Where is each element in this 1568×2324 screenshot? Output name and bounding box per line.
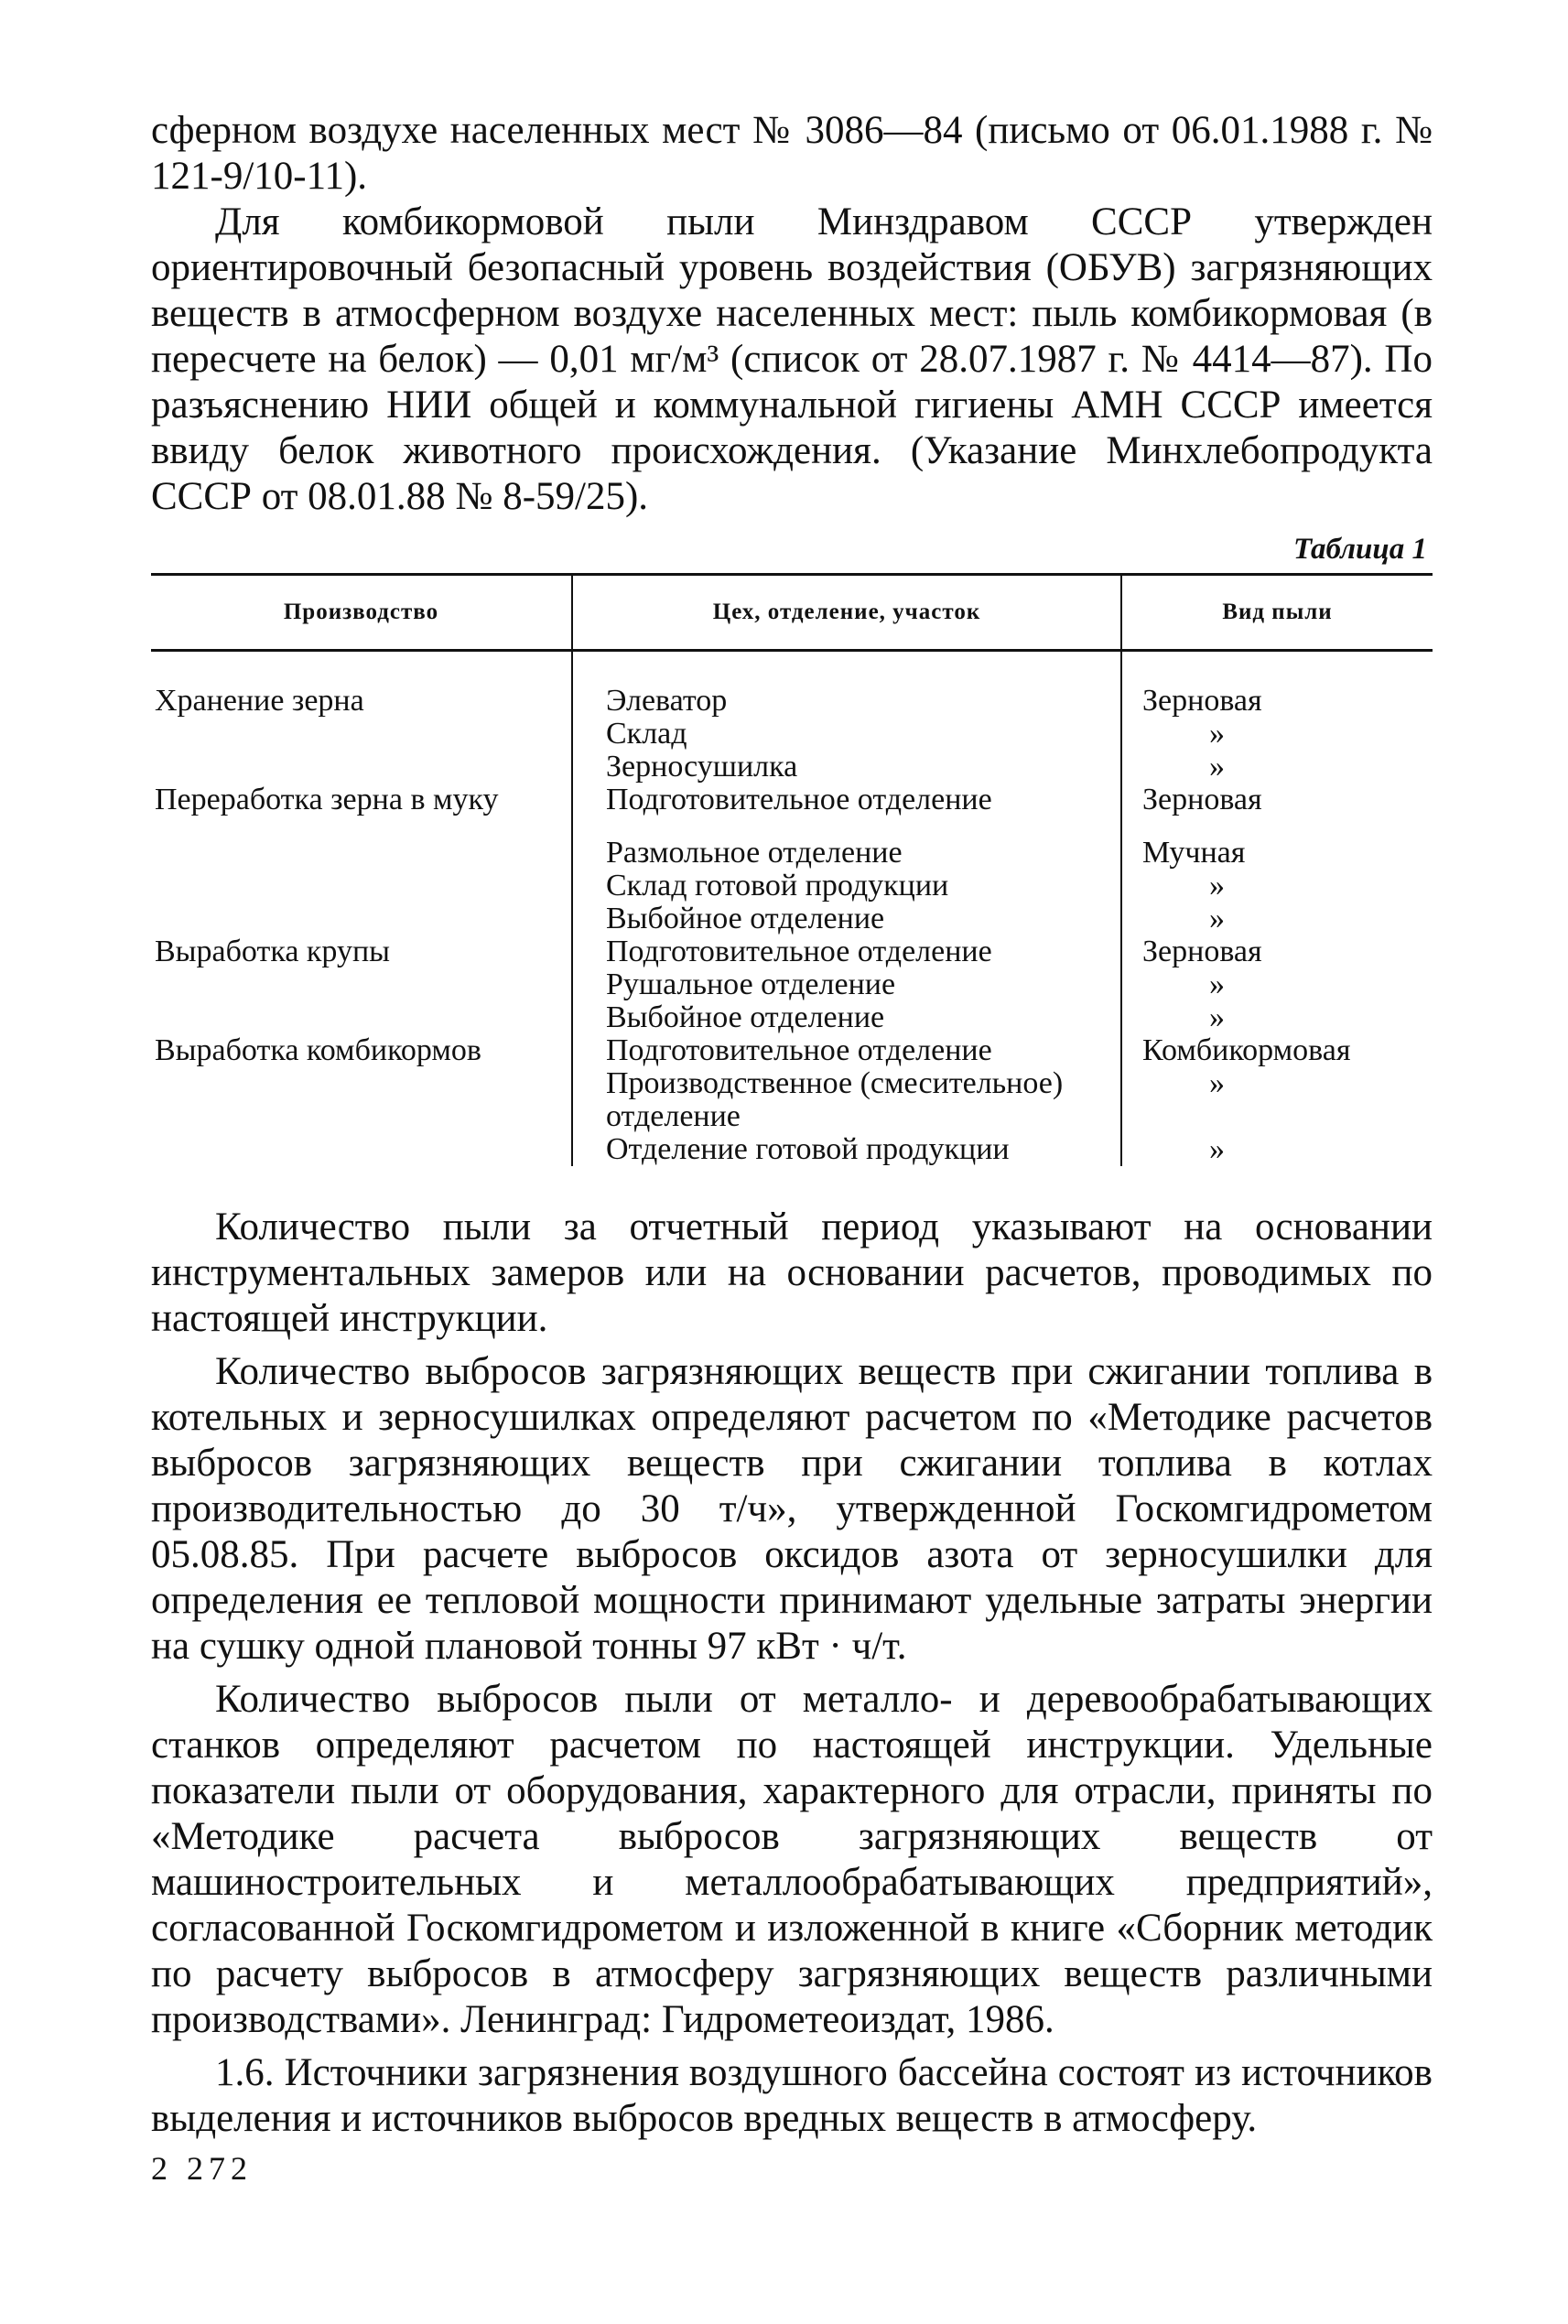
production-cell bbox=[151, 718, 572, 751]
dust-type-cell: » bbox=[1209, 902, 1225, 935]
header-production: Производство bbox=[151, 575, 572, 651]
workshop-cell: Размольное отделение bbox=[572, 816, 1121, 870]
table-row bbox=[151, 816, 1433, 870]
header-dust-type: Вид пыли bbox=[1121, 575, 1433, 651]
paragraph-continued: сферном воздухе населенных мест № 3086—84 (письмо от 06.01.1988 г. № 121-9/10-11). bbox=[151, 109, 1433, 198]
workshop-cell: Подготовительное отделение bbox=[572, 1034, 1121, 1067]
table-row bbox=[151, 1133, 1433, 1166]
document-page bbox=[151, 108, 1433, 2188]
table-row bbox=[151, 784, 1433, 816]
dust-type-cell: » bbox=[1209, 750, 1225, 784]
production-cell bbox=[151, 870, 572, 903]
table-row bbox=[151, 651, 1433, 719]
table-row bbox=[151, 1067, 1433, 1133]
table-row bbox=[151, 751, 1433, 784]
production-cell bbox=[151, 751, 572, 784]
dust-types-table bbox=[151, 573, 1433, 1166]
paragraph-section-1-6: 1.6. Источники загрязнения воздушного бассейна состоят из источников выделения и источников выбросов вредных веществ в атмосферу. bbox=[151, 2051, 1433, 2140]
paragraph-fuel-emissions: Количество выбросов загрязняющих веществ при сжигании топлива в котельных и зерносушилках определяют расчетом по «Методике расчетов выбросов загрязняющих веществ при сжигании топлива в котлах производительностью до 30 т/ч», утвержденной Госкомгидрометом 05.08.85. При расчете выбросов оксидов азота от зерносушилки для определения ее тепловой мощности принимают удельные затраты энергии на сушку одной плановой тонны 97 кВт · ч/т. bbox=[151, 1350, 1433, 1668]
workshop-cell: Отделение готовой продукции bbox=[572, 1133, 1121, 1166]
production-cell bbox=[151, 1067, 572, 1133]
table-caption: Таблица 1 bbox=[1292, 533, 1427, 566]
paragraph-machine-dust: Количество выбросов пыли от металло- и деревообрабатывающих станков определяют расчетом по настоящей инструкции. Удельные показатели пыли от оборудования, характерного для отрасли, приняты по «Методике расчета выбросов загрязняющих веществ от машиностроительных и металлообрабатывающих предприятий», согласованной Госкомгидрометом и изложенной в книге «Сборник методик по расчету выбросов в атмосферу загрязняющих веществ различными производствами». Ленинград: Гидрометеоиздат, 1986. bbox=[151, 1678, 1433, 2041]
workshop-cell: Зерносушилка bbox=[572, 751, 1121, 784]
production-cell bbox=[151, 1133, 572, 1166]
paragraph-obuv: Для комбикормовой пыли Минздравом СССР утвержден ориентировочный безопасный уровень воздействия (ОБУВ) загрязняющих веществ в атмосферном воздухе населенных мест: пыль комбикормовая (в пересчете на белок) — 0,01 мг/м³ (список от 28.07.1987 г. № 4414—87). По разъяснению НИИ общей и коммунальной гигиены АМН СССР имеется ввиду белок животного происхождения. (Указание Минхлебопродукта СССР от 08.01.88 № 8-59/25). bbox=[151, 200, 1433, 518]
workshop-cell: Выбойное отделение bbox=[572, 903, 1121, 935]
dust-type-cell: » bbox=[1209, 1132, 1225, 1166]
dust-type-cell: » bbox=[1209, 967, 1225, 1001]
table-row bbox=[151, 968, 1433, 1001]
production-cell: Переработка зерна в муку bbox=[155, 783, 499, 816]
workshop-cell: Производственное (смесительное) отделение bbox=[572, 1067, 1121, 1133]
dust-type-cell: » bbox=[1209, 869, 1225, 903]
dust-type-cell: Комбикормовая bbox=[1142, 1033, 1351, 1067]
workshop-cell: Выбойное отделение bbox=[572, 1001, 1121, 1034]
dust-type-cell: Зерновая bbox=[1142, 684, 1262, 718]
paragraph-dust-quantity: Количество пыли за отчетный период указывают на основании инструментальных замеров или на основании расчетов, проводимых по настоящей инструкции. bbox=[151, 1205, 1433, 1340]
production-cell: Выработка комбикормов bbox=[155, 1033, 481, 1067]
production-cell bbox=[151, 968, 572, 1001]
dust-type-cell: » bbox=[1209, 717, 1225, 751]
page-footer: 2 272 bbox=[151, 2150, 253, 2187]
dust-type-cell: » bbox=[1209, 1066, 1225, 1100]
table-header-row bbox=[151, 575, 1433, 651]
table-row bbox=[151, 1001, 1433, 1034]
table-row bbox=[151, 903, 1433, 935]
table-row bbox=[151, 1034, 1433, 1067]
workshop-cell: Склад готовой продукции bbox=[572, 870, 1121, 903]
workshop-cell: Подготовительное отделение bbox=[572, 784, 1121, 816]
production-cell bbox=[151, 816, 572, 870]
table-row bbox=[151, 935, 1433, 968]
workshop-cell: Рушальное отделение bbox=[572, 968, 1121, 1001]
workshop-cell: Склад bbox=[572, 718, 1121, 751]
production-cell bbox=[151, 1001, 572, 1034]
dust-type-cell: Мучная bbox=[1142, 836, 1246, 870]
dust-type-cell: Зерновая bbox=[1142, 935, 1262, 968]
workshop-cell: Подготовительное отделение bbox=[572, 935, 1121, 968]
workshop-cell: Элеватор bbox=[572, 651, 1121, 719]
production-cell: Хранение зерна bbox=[155, 684, 364, 718]
production-cell: Выработка крупы bbox=[155, 935, 391, 968]
table-row bbox=[151, 718, 1433, 751]
dust-type-cell: » bbox=[1209, 1000, 1225, 1034]
production-cell bbox=[151, 903, 572, 935]
header-workshop: Цех, отделение, участок bbox=[572, 575, 1121, 651]
dust-type-cell: Зерновая bbox=[1142, 783, 1262, 816]
table-row bbox=[151, 870, 1433, 903]
